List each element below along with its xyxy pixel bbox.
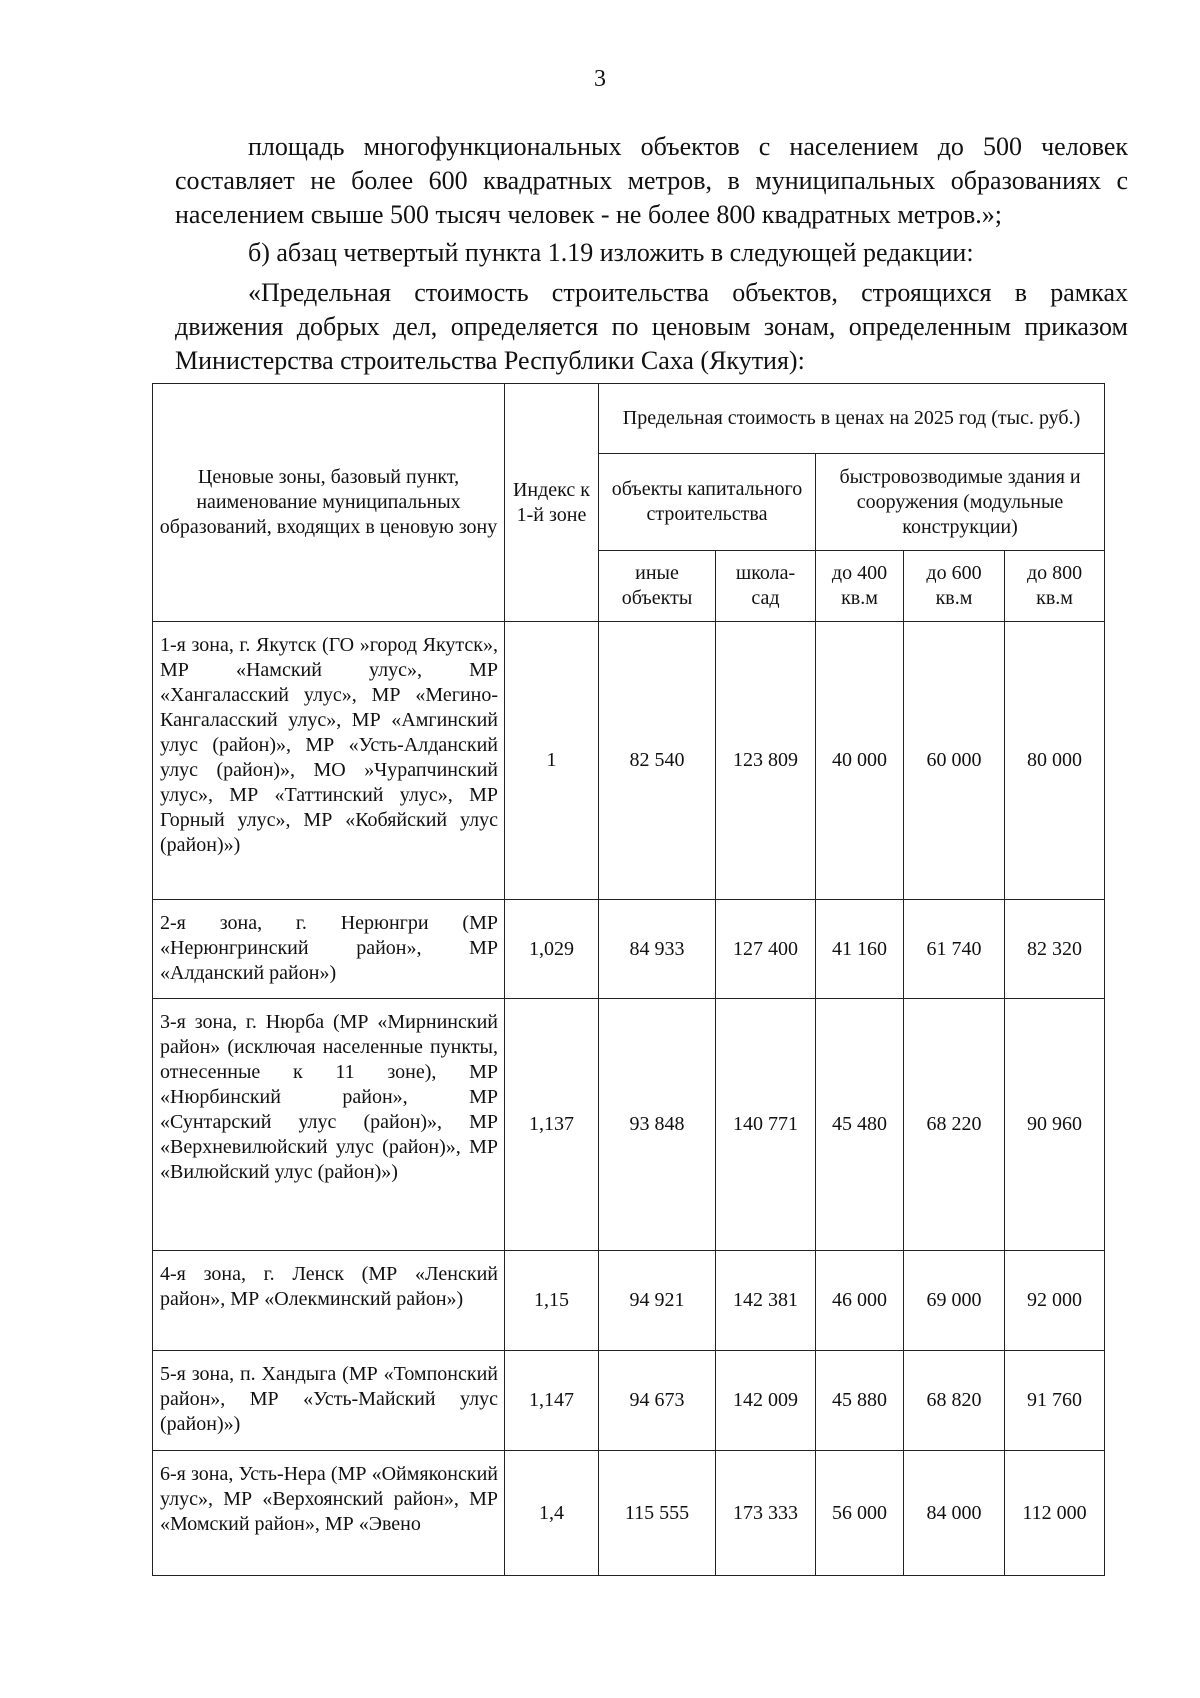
index-cell: 1 xyxy=(505,622,599,900)
index-cell: 1,15 xyxy=(505,1251,599,1351)
header-600: до 600 кв.м xyxy=(904,551,1005,622)
m800-cell: 82 320 xyxy=(1005,900,1105,999)
paragraph-price-rule: «Предельная стоимость строительства объектов, строящихся в рамках движения добрых дел, определяется по ценовым зонам, определенным приказом Министерства строительства Республики Саха (Якутия): xyxy=(175,278,1128,375)
m800-cell: 112 000 xyxy=(1005,1451,1105,1576)
other-cell: 84 933 xyxy=(599,900,716,999)
m400-cell: 45 880 xyxy=(816,1351,904,1451)
table-row xyxy=(153,999,1105,1251)
m600-cell: 84 000 xyxy=(904,1451,1005,1576)
paragraph-amendment: б) абзац четвертый пункта 1.19 изложить в следующей редакции: xyxy=(248,238,974,267)
table-row xyxy=(153,1451,1105,1576)
m400-cell: 40 000 xyxy=(816,622,904,900)
school-cell: 123 809 xyxy=(716,622,816,900)
m800-cell: 92 000 xyxy=(1005,1251,1105,1351)
paragraph-area-limits: площадь многофункциональных объектов с населением до 500 человек составляет не более 600 квадратных метров, в муниципальных образованиях с населением свыше 500 тысяч человек - не более 800 квадратных метров.»; xyxy=(175,132,1128,229)
school-cell: 142 381 xyxy=(716,1251,816,1351)
zone-cell: 2-я зона, г. Нерюнгри (МР «Нерюнгринский район», МР «Алданский район») xyxy=(153,900,505,999)
m600-cell: 60 000 xyxy=(904,622,1005,900)
header-index: Индекс к 1-й зоне xyxy=(505,384,599,622)
m400-cell: 45 480 xyxy=(816,999,904,1251)
index-cell: 1,147 xyxy=(505,1351,599,1451)
m600-cell: 68 820 xyxy=(904,1351,1005,1451)
table-row xyxy=(153,1351,1105,1451)
zone-cell: 6-я зона, Усть-Нера (МР «Оймяконский улус», МР «Верхоянский район», МР «Момский район», МР «Эвено xyxy=(153,1451,505,1576)
school-cell: 140 771 xyxy=(716,999,816,1251)
other-cell: 94 673 xyxy=(599,1351,716,1451)
page-number: 3 xyxy=(594,66,606,92)
m400-cell: 56 000 xyxy=(816,1451,904,1576)
m600-cell: 68 220 xyxy=(904,999,1005,1251)
table-row xyxy=(153,900,1105,999)
school-cell: 173 333 xyxy=(716,1451,816,1576)
zone-cell: 4-я зона, г. Ленск (МР «Ленский район», МР «Олекминский район») xyxy=(153,1251,505,1351)
m600-cell: 61 740 xyxy=(904,900,1005,999)
zone-cell: 5-я зона, п. Хандыга (МР «Томпонский район», МР «Усть-Майский улус (район)») xyxy=(153,1351,505,1451)
other-cell: 115 555 xyxy=(599,1451,716,1576)
m800-cell: 80 000 xyxy=(1005,622,1105,900)
index-cell: 1,029 xyxy=(505,900,599,999)
school-cell: 127 400 xyxy=(716,900,816,999)
other-cell: 82 540 xyxy=(599,622,716,900)
header-400: до 400 кв.м xyxy=(816,551,904,622)
m400-cell: 46 000 xyxy=(816,1251,904,1351)
table-row xyxy=(153,622,1105,900)
header-other-objects: иные объекты xyxy=(599,551,716,622)
header-modular: быстровозводимые здания и сооружения (модульные конструкции) xyxy=(816,454,1105,551)
index-cell: 1,137 xyxy=(505,999,599,1251)
header-school: школа-сад xyxy=(716,551,816,622)
zone-cell: 3-я зона, г. Нюрба (МР «Мирнинский район» (исключая населенные пункты, отнесенные к 11 зоне), МР «Нюрбинский район», МР «Сунтарский улус (район)», МР «Верхневилюйский улус (район)», МР «Вилюйский улус (район)») xyxy=(153,999,505,1251)
header-price-title: Предельная стоимость в ценах на 2025 год (тыс. руб.) xyxy=(599,384,1105,454)
other-cell: 94 921 xyxy=(599,1251,716,1351)
m400-cell: 41 160 xyxy=(816,900,904,999)
school-cell: 142 009 xyxy=(716,1351,816,1451)
zone-cell: 1-я зона, г. Якутск (ГО »город Якутск», МР «Намский улус», МР «Хангаласский улус», МР «Мегино-Кангаласский улус», МР «Амгинский улус (район)», МР «Усть-Алданский улус (район)», МО »Чурапчинский улус», МР «Таттинский улус», МР Горный улус», МР «Кобяйский улус (район)») xyxy=(153,622,505,900)
m600-cell: 69 000 xyxy=(904,1251,1005,1351)
table-row xyxy=(153,1251,1105,1351)
other-cell: 93 848 xyxy=(599,999,716,1251)
m800-cell: 90 960 xyxy=(1005,999,1105,1251)
header-800: до 800 кв.м xyxy=(1005,551,1105,622)
m800-cell: 91 760 xyxy=(1005,1351,1105,1451)
header-capital: объекты капитального строительства xyxy=(599,454,816,551)
index-cell: 1,4 xyxy=(505,1451,599,1576)
header-zone: Ценовые зоны, базовый пункт, наименование муниципальных образований, входящих в ценовую зону xyxy=(153,384,505,622)
price-zones-table xyxy=(152,383,1105,1576)
